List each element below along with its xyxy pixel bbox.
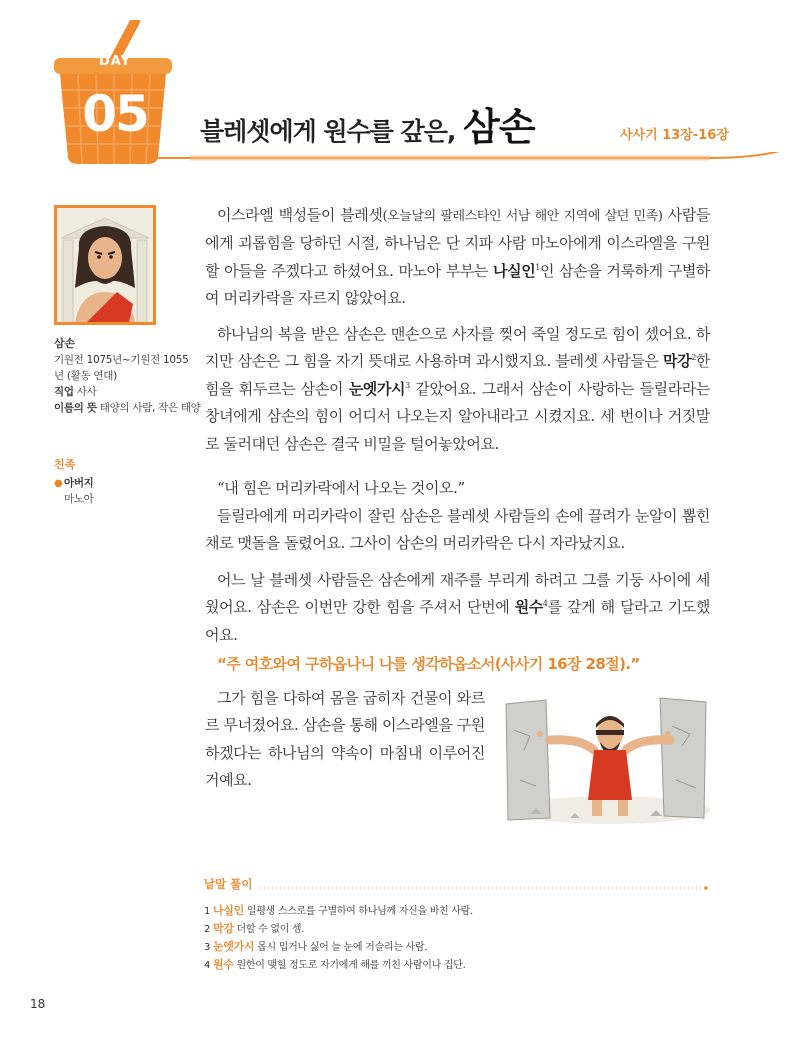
paragraph-quote-1: “내 힘은 머리카락에서 나오는 것이오.” bbox=[217, 479, 465, 497]
glossary-item: 2 막강 더할 수 없이 셈. bbox=[204, 922, 305, 935]
glossary-item: 3 눈엣가시 몹시 밉거나 싫어 늘 눈에 거슬리는 사람. bbox=[204, 940, 428, 953]
bullet-icon: ● bbox=[54, 478, 63, 489]
title-main: 블레셋에게 원수를 갚은, bbox=[200, 117, 464, 146]
samson-pillars-illustration bbox=[500, 690, 720, 830]
sidebar-date: 기원전 1075년~기원전 1055년 (활동 연대) bbox=[54, 354, 189, 382]
job-value: 사사 bbox=[76, 386, 97, 398]
glossary-item: 1 나실인 일평생 스스로를 구별하여 하나님께 자신을 바친 사람. bbox=[204, 904, 473, 917]
meaning-value: 태양의 사람, 작은 태양 bbox=[99, 402, 201, 414]
glossary-heading: 낱말 풀이 bbox=[204, 877, 253, 891]
meaning-label: 이름의 뜻 bbox=[54, 402, 97, 414]
glossary-item: 4 원수 원한이 맺힐 정도로 자기에게 해를 끼친 사람이나 집단. bbox=[204, 958, 466, 971]
header-underline bbox=[150, 152, 800, 176]
page-number: 18 bbox=[30, 997, 46, 1011]
job-label: 직업 bbox=[54, 386, 74, 398]
paragraph-4: 들릴라에게 머리카락이 잘린 삼손은 블레셋 사람들의 손에 끌려가 눈알이 뽑힌 채로 맷돌을 돌렸어요. 그사이 삼손의 머리카락은 다시 자라났지요. bbox=[205, 507, 710, 553]
paragraph-5: 어느 날 블레셋 사람들은 삼손에게 재주를 부리게 하려고 그를 기둥 사이에 세웠어요. 삼손은 이번만 강한 힘을 주셔서 단번에 원수$^4$를 갚게 해 달라고 기도했어요. bbox=[205, 571, 710, 644]
family-role: 아버지 bbox=[64, 477, 94, 489]
page-title bbox=[200, 96, 535, 148]
family-heading: 친족 bbox=[54, 458, 76, 471]
sidebar-job bbox=[54, 384, 96, 400]
day-label: DAY bbox=[98, 54, 132, 69]
scripture-reference: 사사기 13장-16장 bbox=[620, 128, 729, 143]
title-name: 삼손 bbox=[463, 105, 535, 149]
paragraph-7: 그가 힘을 다하여 몸을 굽히자 건물이 와르르 무너졌어요. 삼손을 통해 이스라엘을 구원하겠다는 하나님의 약속이 마침내 이루어진 거예요. bbox=[205, 689, 485, 790]
sidebar-meaning bbox=[54, 400, 201, 416]
family-name: 마노아 bbox=[64, 493, 94, 505]
glossary-divider bbox=[204, 886, 709, 890]
day-number: 05 bbox=[82, 85, 148, 143]
sidebar-name: 삼손 bbox=[54, 337, 75, 350]
paragraph-2: 하나님의 복을 받은 삼손은 맨손으로 사자를 찢어 죽일 정도로 힘이 셌어요. 하지만 삼손은 그 힘을 자기 뜻대로 사용하며 과시했지요. 블레셋 사람들은 막강$^2$한 힘을 휘두르는 삼손이 눈엣가시$^3$ 같았어요. 그래서 삼손이 사랑하는 들릴라라는 창녀에게 삼손의 힘이 어디서 나오는지 알아내라고 시켰지요. 세 번이나 거짓말로 둘러대던 삼손은 결국 비밀을 털어놓았어요. bbox=[205, 325, 711, 453]
paragraph-1: 이스라엘 백성들이 블레셋(오늘날의 팔레스타인 서남 해안 지역에 살던 민족) 사람들에게 괴롭힘을 당하던 시절, 하나님은 단 지파 사람 마노아에게 이스라엘을 구원할 아들을 주겠다고 하셨어요. 마노아 부부는 나실인$^1$인 삼손을 거룩하게 구별하여 머리카락을 자르지 않았어요. bbox=[205, 206, 710, 308]
paragraph-prayer: “주 여호와여 구하옵나니 나를 생각하옵소서(사사기 16장 28절).” bbox=[217, 655, 640, 673]
samson-portrait bbox=[54, 205, 156, 325]
